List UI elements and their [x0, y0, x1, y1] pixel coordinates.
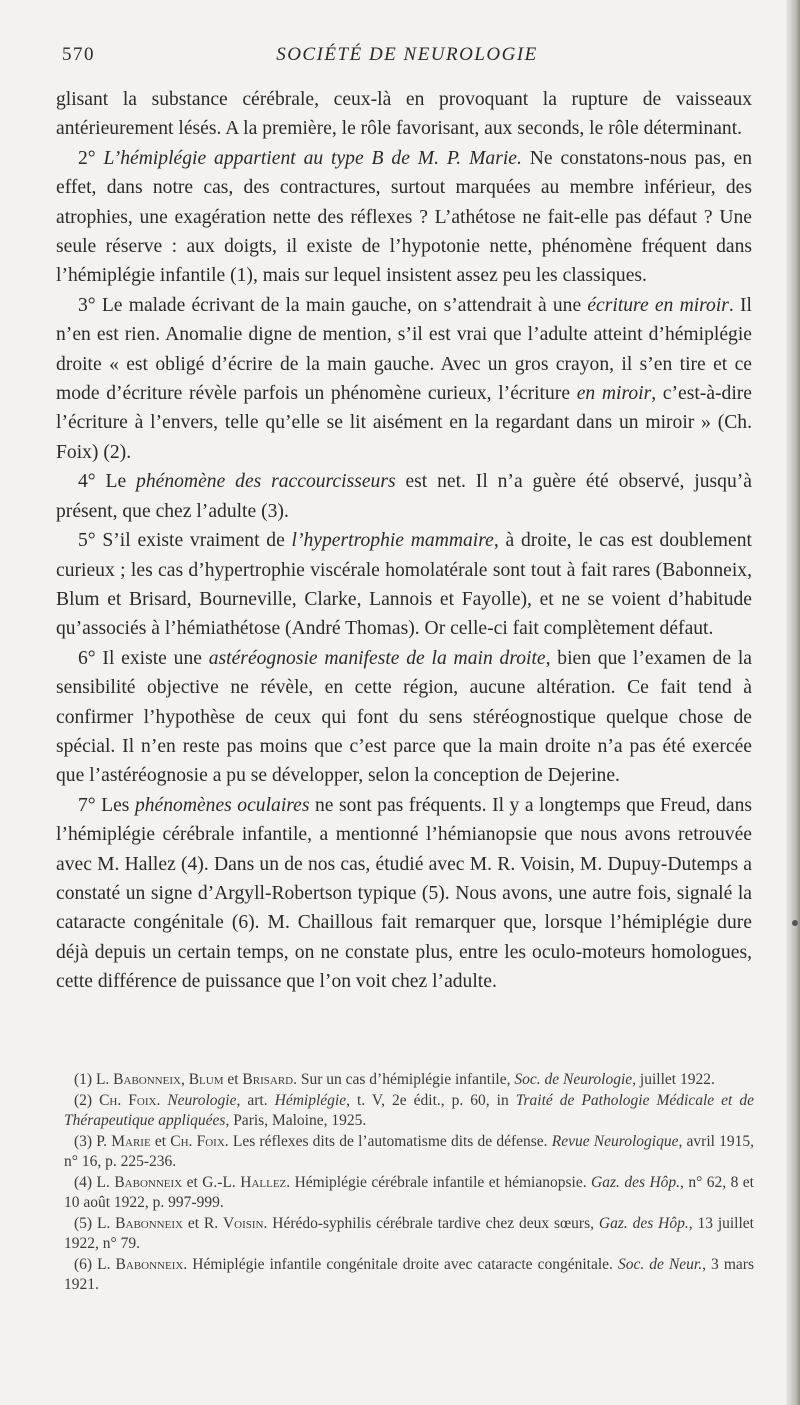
footnotes — [64, 1070, 754, 1296]
page-edge-shadow — [786, 0, 800, 1405]
paragraph — [56, 291, 752, 467]
italic-span: Traité de Pathologie Médicale et de Thérapeutique appliquées — [64, 1091, 754, 1129]
text-span: et — [223, 1071, 243, 1088]
text-span: . Sur un cas d’hémiplégie infantile, — [293, 1071, 515, 1088]
text-span: . Hémiplégie infantile congénitale droite avec cataracte congénitale. — [183, 1255, 618, 1273]
author-name: Hallez — [240, 1173, 287, 1191]
text-span: et — [150, 1132, 171, 1150]
text-span: , 3 mars 1921. — [64, 1255, 754, 1293]
italic-span: L’hémiplégie appartient au type B de M. P. Marie. — [103, 147, 522, 169]
text-span: 2° — [78, 147, 104, 169]
text-span: , t. V, 2e édit., p. 60, in — [346, 1091, 516, 1109]
text-span: 5° S’il existe vraiment de — [78, 530, 292, 552]
margin-mark — [792, 920, 798, 926]
footnote — [64, 1070, 754, 1091]
text-span: (1) L. — [74, 1071, 114, 1088]
text-span: (3) P. — [74, 1132, 112, 1150]
footnote — [64, 1255, 754, 1296]
italic-span: en miroir — [576, 383, 652, 405]
author-name: Babonneix — [115, 1255, 184, 1273]
text-span: et G.-L. — [182, 1173, 241, 1191]
text-span: . Il n’en est rien. Anomalie digne de mention, s’il est vrai que l’adulte atteint d’hémiplégie droite « est obligé d’écrire de la main gauche. Avec un gros crayon, il s’en tire et ce mode d’écriture révèle parfois un phénomène curieux, l’écriture — [56, 294, 752, 405]
italic-span: Gaz. des Hôp. — [591, 1173, 681, 1191]
author-name: Voisin — [222, 1214, 264, 1232]
italic-span: astéréognosie manifeste de la main droite — [208, 647, 546, 669]
author-name: Babonneix — [114, 1173, 183, 1191]
author-name: Babonneix — [115, 1214, 183, 1232]
text-span: . Hérédo-syphilis cérébrale tardive chez deux sœurs, — [263, 1214, 599, 1232]
running-header — [62, 44, 752, 70]
footnote — [64, 1173, 754, 1214]
italic-span: l’hypertrophie mammaire — [291, 530, 494, 552]
author-name: Babonneix, Blum — [113, 1071, 224, 1088]
italic-span: Gaz. des Hôp. — [598, 1214, 689, 1232]
text-span: , Paris, Maloine, 1925. — [225, 1112, 367, 1129]
text-span: , n° 62, 8 et 10 août 1922, p. 997-999. — [64, 1173, 754, 1211]
author-name: Ch. Foix — [99, 1091, 157, 1109]
page-number: 570 — [62, 44, 95, 65]
text-span: 7° Les — [78, 794, 135, 816]
italic-span: écriture en miroir — [587, 294, 729, 316]
text-span: est net. Il n’a guère été observé, jusqu’à présent, que chez l’adulte (3). — [56, 471, 752, 522]
text-span: , juillet 1922. — [632, 1071, 715, 1088]
italic-span: Soc. de Neurologie — [514, 1071, 633, 1088]
text-span: (4) L. — [74, 1173, 115, 1191]
italic-span: Soc. de Neur. — [617, 1255, 703, 1273]
running-title: SOCIÉTÉ DE NEUROLOGIE — [276, 44, 538, 65]
footnote — [64, 1132, 754, 1173]
text-span: (5) L. — [74, 1214, 116, 1232]
paragraph — [56, 144, 752, 291]
text-span: ne sont pas fréquents. Il y a longtemps que Freud, dans l’hémiplégie cérébrale infantile, a mentionné l’hémianopsie que nous avons retrouvée avec M. Hallez (4). Dans un de nos cas, étudié avec M. R. Voisin, M. Dupuy-Dutemps a constaté un signe d’Argyll-Robertson typique (5). Nous avons, une autre fois, signalé la cataracte congénitale (6). M. Chaillous fait remarquer que, lorsque l’hémiplégie dure déjà depuis un certain temps, on ne constate plus, entre les oculo-moteurs homologues, cette différence de puissance que l’on voit chez l’adulte. — [56, 794, 752, 993]
paragraph — [56, 526, 752, 644]
italic-span: phénomène des raccourcisseurs — [136, 471, 396, 493]
text-span: (2) — [74, 1091, 100, 1109]
italic-span: Hémiplégie — [274, 1091, 347, 1109]
text-span: , bien que l’examen de la sensibilité objective ne révèle, en cette région, aucune altération. Ce fait tend à confirmer l’hypothèse de ceux qui font du sens stéréognostique quelque chose de spécial. Il n’en reste pas moins que c’est parce que la main droite n’a pas été exercée que l’astéréognosie a pu se développer, selon la conception de Dejerine. — [56, 647, 752, 787]
paragraph — [56, 791, 752, 997]
author-name: Ch. Foix — [170, 1132, 225, 1150]
author-name: Marie — [111, 1132, 151, 1150]
footnote — [64, 1091, 754, 1132]
text-span: 6° Il existe une — [78, 647, 209, 669]
text-span: Ne constatons-nous pas, en effet, dans notre cas, des contractures, surtout marquées au membre inférieur, des atrophies, une exagération nette des réflexes ? L’athétose ne fait-elle pas défaut ? Une seule réserve : aux doigts, il existe de l’hypotonie nette, phénomène fréquent dans l’hémiplégie infantile (1), mais sur lequel insistent assez peu les classiques. — [56, 147, 753, 287]
text-span: , à droite, le cas est doublement curieux ; les cas d’hypertrophie viscérale homolatérale sont tout à fait rares (Babonneix, Blum et Brisard, Bourneville, Clarke, Lannois et Fayolle), et ne se voient d’habitude qu’associés à l’hémiathétose (André Thomas). Or celle-ci fait complètement défaut. — [56, 530, 752, 640]
text-span: , art. — [236, 1091, 275, 1109]
text-span: , avril 1915, n° 16, p. 225-236. — [64, 1132, 755, 1170]
footnote — [64, 1214, 754, 1255]
text-span: . Hémiplégie cérébrale infantile et hémianopsie. — [286, 1173, 592, 1191]
paragraph — [56, 85, 752, 144]
text-span: 3° Le malade écrivant de la main gauche, on s’attendrait à une — [78, 294, 588, 316]
paragraph — [56, 467, 752, 526]
main-text — [56, 85, 752, 997]
author-name: Brisard — [242, 1071, 294, 1088]
text-span: . — [156, 1091, 168, 1109]
text-span: , 13 juillet 1922, n° 79. — [64, 1214, 754, 1252]
text-span: (6) L. — [74, 1255, 116, 1273]
text-span: et R. — [182, 1214, 223, 1232]
text-span: . Les réflexes dits de l’automatisme dits de défense. — [224, 1132, 552, 1150]
italic-span: Neurologie — [167, 1091, 237, 1109]
italic-span: phénomènes oculaires — [134, 794, 310, 816]
paragraph — [56, 644, 752, 791]
text-span: 4° Le — [78, 471, 137, 493]
text-span: glisant la substance cérébrale, ceux-là en provoquant la rupture de vaisseaux antérieurement lésés. A la première, le rôle favorisant, aux seconds, le rôle déterminant. — [56, 89, 752, 140]
italic-span: Revue Neurologique — [551, 1132, 679, 1150]
text-span: , c’est-à-dire l’écriture à l’envers, telle qu’elle se lit aisément en la regardant dans un miroir » (Ch. Foix) (2). — [56, 383, 753, 463]
